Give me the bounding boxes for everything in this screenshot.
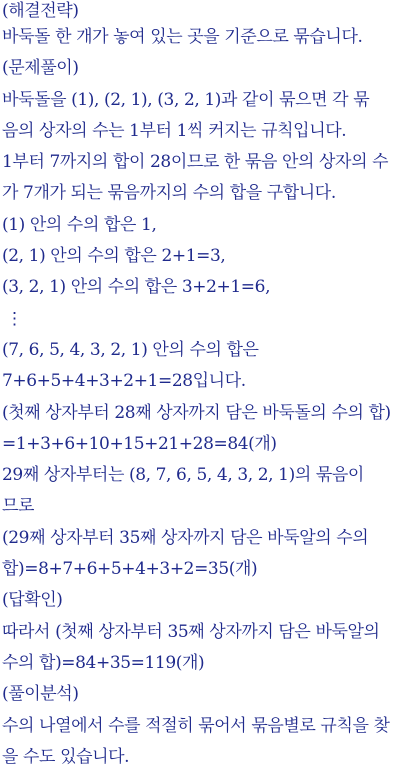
heading-solution: (문제풀이) — [2, 58, 79, 79]
heading-answer-check: (답확인) — [2, 590, 63, 611]
text-line: (첫째 상자부터 28째 상자까지 담은 바둑돌의 수의 합) — [2, 402, 391, 423]
text-line: 가 7개가 되는 묶음까지의 수의 합을 구합니다. — [2, 183, 336, 204]
heading-strategy: (해결전략) — [2, 1, 79, 21]
heading-analysis: (풀이분석) — [2, 684, 79, 705]
text-line: 29째 상자부터는 (8, 7, 6, 5, 4, 3, 2, 1)의 묶음이 — [2, 465, 364, 486]
text-line: 므로 — [2, 496, 35, 517]
text-line: 바둑돌을 (1), (2, 1), (3, 2, 1)과 같이 묶으면 각 묶 — [2, 89, 370, 110]
text-line: 바둑돌 한 개가 놓여 있는 곳을 기준으로 묶습니다. — [2, 27, 363, 47]
text-line: 음의 상자의 수는 1부터 1씩 커지는 규칙입니다. — [2, 120, 347, 141]
text-line: (1) 안의 수의 합은 1, — [2, 214, 157, 235]
text-line: (3, 2, 1) 안의 수의 합은 3+2+1=6, — [2, 277, 271, 298]
text-line: (29째 상자부터 35째 상자까지 담은 바둑알의 수의 — [2, 527, 369, 548]
text-line: (2, 1) 안의 수의 합은 2+1=3, — [2, 246, 226, 267]
text-line: 7+6+5+4+3+2+1=28입니다. — [2, 371, 246, 392]
text-line: =1+3+6+10+15+21+28=84(개) — [2, 433, 277, 454]
text-line: 1부터 7까지의 합이 28이므로 한 묶음 안의 상자의 수 — [2, 152, 389, 173]
text-line: 수의 합)=84+35=119(개) — [2, 652, 205, 673]
text-line: 따라서 (첫째 상자부터 35째 상자까지 담은 바둑알의 — [2, 621, 380, 642]
text-line: 합)=8+7+6+5+4+3+2=35(개) — [2, 559, 258, 580]
text-line: 수의 나열에서 수를 적절히 묶어서 묶음별로 규칙을 찾 — [2, 715, 390, 736]
text-line: (7, 6, 5, 4, 3, 2, 1) 안의 수의 합은 — [2, 339, 259, 360]
ellipsis-vertical: ⋮ — [6, 308, 23, 329]
text-line: 을 수도 있습니다. — [2, 746, 130, 767]
